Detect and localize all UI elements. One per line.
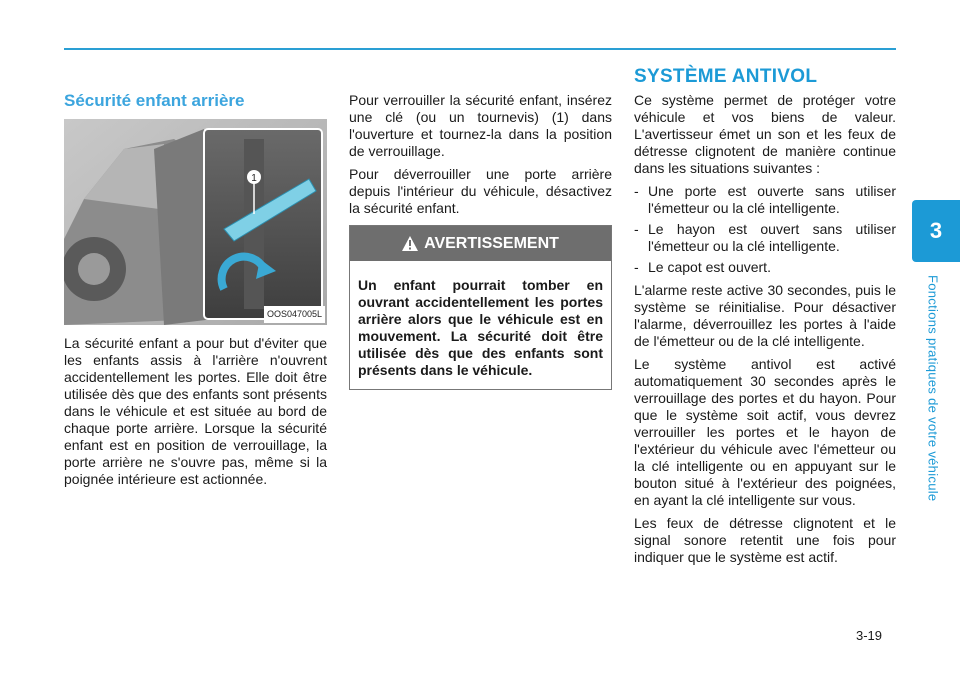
child-lock-heading: Sécurité enfant arrière — [64, 91, 245, 110]
warning-box — [349, 225, 612, 390]
side-title-text: Fonctions pratiques de votre véhicule — [925, 274, 941, 502]
callout-1: 1 — [251, 173, 257, 184]
antitheft-paragraph-3: Les feux de détresse clignotent et le signal sonore retentit une fois pour indiquer que le système est actif. — [634, 515, 896, 565]
page-number: 3-19 — [856, 628, 883, 643]
middle-column — [349, 92, 612, 390]
right-column — [634, 92, 896, 572]
section-tab — [912, 200, 960, 262]
top-rule — [64, 48, 896, 50]
antitheft-paragraph-1: L'alarme reste active 30 secondes, puis le système se réinitialise. Pour désactiver l'alarme, déverrouillez les portes à l'aide de l'émetteur ou de la clé intelligente. — [634, 282, 896, 349]
antitheft-intro: Ce système permet de protéger votre véhicule et vos biens de valeur. L'avertisseur émet un son et les feux de détresse clignotent de manière continue dans les situations suivantes : — [634, 92, 896, 176]
figure-code: OOS047005L — [264, 306, 325, 323]
car-door-illustration — [64, 119, 327, 325]
side-title — [918, 268, 948, 508]
warning-icon — [402, 236, 418, 251]
section-number: 3 — [929, 218, 943, 243]
list-item: - Le capot est ouvert. — [634, 259, 896, 276]
left-column — [64, 92, 327, 494]
list-item: - Une porte est ouverte sans utiliser l'émetteur ou la clé intelligente. — [634, 183, 896, 217]
middle-paragraph-1: Pour verrouiller la sécurité enfant, insérez une clé (ou un tournevis) (1) dans l'ouverture et tournez-la dans la position de verrouillage. — [349, 92, 612, 159]
warning-header — [350, 226, 611, 261]
antitheft-conditions — [634, 183, 896, 276]
middle-paragraph-2: Pour déverrouiller une porte arrière depuis l'intérieur du véhicule, désactivez la sécurité enfant. — [349, 166, 612, 216]
child-lock-paragraph: La sécurité enfant a pour but d'éviter que les enfants assis à l'arrière n'ouvrent accidentellement les portes. Elle doit être utilisée dès que des enfants sont présents dans le véhicule et est située au bord de chaque porte arrière. Lorsque la sécurité enfant est en position de verrouillage, la porte arrière ne s'ouvre pas, même si la poignée intérieure est actionnée. — [64, 335, 327, 487]
warning-text: Un enfant pourrait tomber en ouvrant accidentellement les portes arrière alors que le véhicule est en mouvement. La sécurité doit être utilisée dès que des enfants sont présents dans le véhicule. — [358, 277, 603, 378]
antitheft-title: SYSTÈME ANTIVOL — [634, 66, 818, 87]
list-item: - Le hayon est ouvert sans utiliser l'émetteur ou la clé intelligente. — [634, 221, 896, 255]
child-lock-figure — [64, 119, 327, 325]
antitheft-paragraph-2: Le système antivol est activé automatiquement 30 secondes après le verrouillage des portes et du hayon. Pour que le système soit actif, vous devrez verrouiller les portes et le hayon de l'extérieur du véhicule avec l'émetteur ou la clé intelligente ou en appuyant sur le bouton situé à l'extérieur des poignées, en ayant la clé intelligente sur vous. — [634, 356, 896, 508]
warning-title: AVERTISSEMENT — [424, 235, 559, 252]
